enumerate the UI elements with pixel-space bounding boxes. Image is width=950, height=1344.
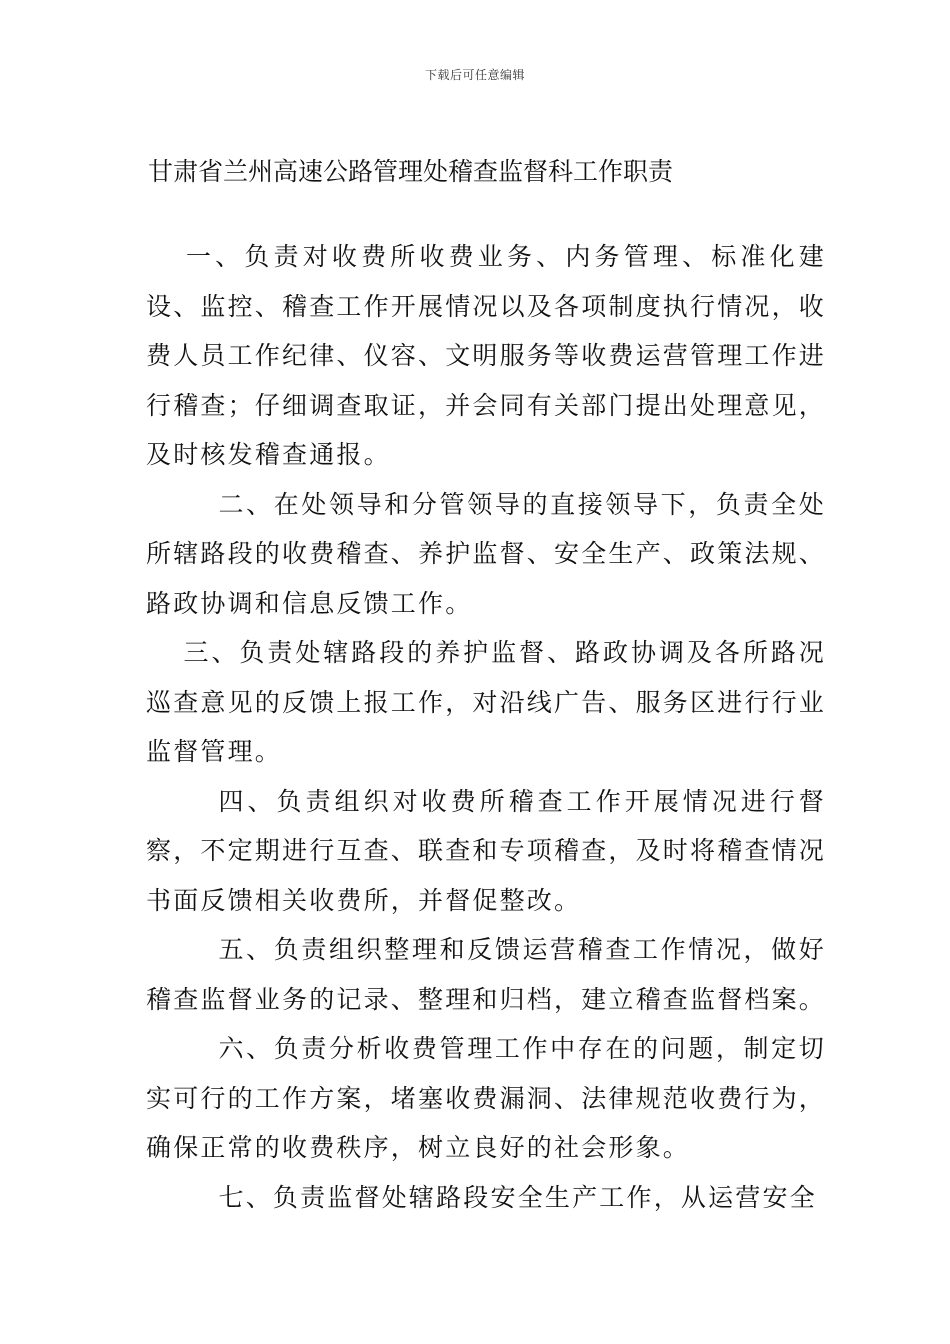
paragraph-1: 一、负责对收费所收费业务、内务管理、标准化建设、监控、稽查工作开展情况以及各项制度执行情况，收费人员工作纪律、仪容、文明服务等收费运营管理工作进行稽查；仔细调查取证，并会同有关部门提出处理意见，及时核发稽查通报。 [146, 242, 827, 469]
paragraph-6: 六、负责分析收费管理工作中存在的问题，制定切实可行的工作方案，堵塞收费漏洞、法律规范收费行为，确保正常的收费秩序，树立良好的社会形象。 [146, 1034, 827, 1162]
paragraph-3: 三、负责处辖路段的养护监督、路政协调及各所路况巡查意见的反馈上报工作，对沿线广告、服务区进行行业监督管理。 [146, 638, 827, 766]
document-body [146, 232, 826, 1222]
paragraph-5: 五、负责组织整理和反馈运营稽查工作情况，做好稽查监督业务的记录、整理和归档，建立稽查监督档案。 [146, 935, 827, 1014]
document-title: 甘肃省兰州高速公路管理处稽查监督科工作职责 [148, 157, 674, 186]
header-note: 下载后可任意编辑 [424, 68, 525, 82]
paragraph-7: 七、负责监督处辖路段安全生产工作，从运营安全 [218, 1182, 817, 1212]
paragraph-2: 二、在处领导和分管领导的直接领导下，负责全处所辖路段的收费稽查、养护监督、安全生产、政策法规、路政协调和信息反馈工作。 [146, 489, 827, 618]
paragraph-4: 四、负责组织对收费所稽查工作开展情况进行督察，不定期进行互查、联查和专项稽查，及时将稽查情况书面反馈相关收费所，并督促整改。 [146, 786, 827, 915]
